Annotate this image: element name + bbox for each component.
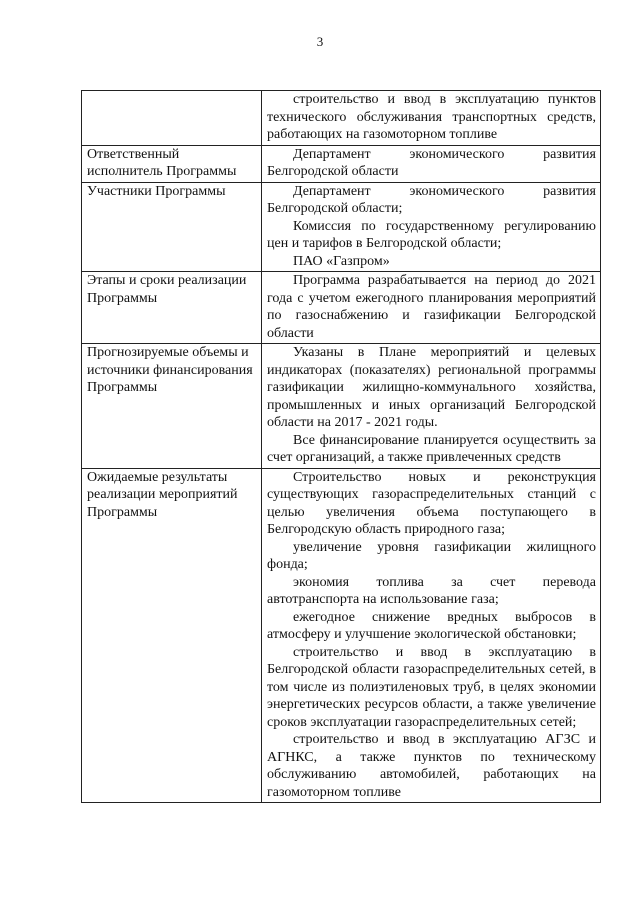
row-content	[262, 145, 601, 182]
table-row	[82, 91, 601, 146]
row-label: Участники Программы	[82, 182, 262, 272]
content-paragraph: ПАО «Газпром»	[293, 253, 390, 269]
row-label: Ожидаемые результаты реализации мероприятий Программы	[82, 468, 262, 803]
table-row	[82, 182, 601, 272]
row-content	[262, 91, 601, 146]
row-content	[262, 468, 601, 803]
table-row	[82, 344, 601, 469]
content-paragraph: Все финансирование планируется осуществить за счет организаций, а также привлеченных средств	[267, 432, 596, 465]
content-paragraph: ежегодное снижение вредных выбросов в атмосферу и улучшение экологической обстановки;	[267, 609, 596, 642]
content-paragraph: Программа разрабатывается на период до 2021 года с учетом ежегодного планирования мероприятий по газоснабжению и газификации Белгородской области	[267, 273, 596, 341]
row-label	[82, 91, 262, 146]
table-row	[82, 145, 601, 182]
content-paragraph: Департамент экономического развития Белгородской области	[267, 146, 596, 179]
page-number: 3	[316, 34, 324, 49]
row-label: Этапы и сроки реализации Программы	[82, 272, 262, 344]
table-row	[82, 468, 601, 803]
row-content	[262, 344, 601, 469]
content-paragraph: Строительство новых и реконструкция существующих газораспределительных станций с целью увеличения объема поступающего в Белгородскую область природного газа;	[267, 469, 596, 537]
row-label: Ответственный исполнитель Программы	[82, 145, 262, 182]
table-row	[82, 272, 601, 344]
content-paragraph: Департамент экономического развития Белгородской области;	[267, 183, 596, 216]
row-content	[262, 272, 601, 344]
content-paragraph: Указаны в Плане мероприятий и целевых индикаторах (показателях) региональной программы газификации жилищно-коммунального хозяйства, промышленных и иных организаций Белгородской области на 2017 - 2021 годы.	[267, 345, 596, 430]
row-content	[262, 182, 601, 272]
content-paragraph: строительство и ввод в эксплуатацию пунктов технического обслуживания транспортных средств, работающих на газомоторном топливе	[267, 92, 596, 142]
content-paragraph: строительство и ввод в эксплуатацию в Белгородской области газораспределительных сетей, в том числе из полиэтиленовых труб, в целях экономии энергетических ресурсов области, а также увеличение сроков эксплуатации газораспределительных сетей;	[267, 644, 596, 730]
program-passport-table	[81, 90, 601, 803]
content-paragraph: строительство и ввод в эксплуатацию АГЗС и АГНКС, а также пунктов по техническому обслуживанию автомобилей, работающих на газомоторном топливе	[267, 732, 596, 800]
content-paragraph: экономия топлива за счет перевода автотранспорта на использование газа;	[267, 574, 596, 607]
content-paragraph: увеличение уровня газификации жилищного фонда;	[267, 539, 596, 572]
content-paragraph: Комиссия по государственному регулированию цен и тарифов в Белгородской области;	[267, 218, 596, 251]
row-label: Прогнозируемые объемы и источники финансирования Программы	[82, 344, 262, 469]
